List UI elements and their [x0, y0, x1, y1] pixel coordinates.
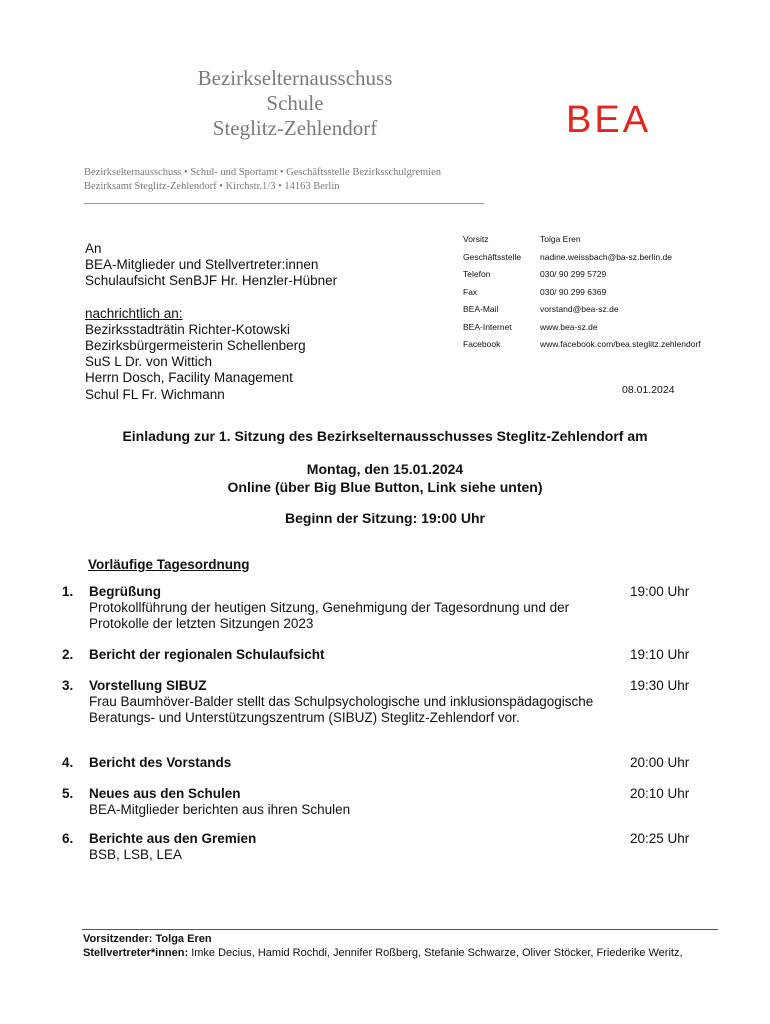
sender-divider	[84, 203, 484, 204]
org-title-line-3: Steglitz-Zehlendorf	[212, 116, 378, 140]
cc-line: Schul FL Fr. Wichmann	[85, 386, 225, 402]
agenda-item-detail: Frau Baumhöver-Balder stellt das Schulpsychologische und inklusionspädagogische Beratungs- und Unterstützungszentrum (SIBUZ) Steglitz-Zehlendorf vor.	[89, 694, 594, 725]
agenda-item-title: Begrüßung	[89, 584, 161, 599]
meeting-info	[0, 460, 770, 496]
recipient-line-3: Schulaufsicht SenBJF Hr. Henzler-Hübner	[85, 273, 338, 289]
contact-value: 030/ 90 299 6369	[540, 286, 607, 297]
contact-label: Facebook	[463, 339, 501, 349]
agenda-number: 5.	[62, 786, 74, 801]
agenda-time: 19:10 Uhr	[630, 647, 690, 662]
footer	[83, 932, 713, 960]
meeting-start: Beginn der Sitzung: 19:00 Uhr	[285, 510, 485, 526]
recipient-line-2: BEA-Mitglieder und Stellvertreter:innen	[85, 257, 319, 273]
agenda-time: 20:10 Uhr	[630, 786, 690, 801]
agenda-item-title: Vorstellung SIBUZ	[89, 678, 207, 693]
organization-title	[170, 66, 420, 141]
contact-label: Fax	[463, 286, 478, 297]
invitation-heading: Einladung zur 1. Sitzung des Bezirkselternausschusses Steglitz-Zehlendorf am	[122, 428, 648, 444]
letter-date: 08.01.2024	[622, 384, 675, 396]
contact-facebook-link[interactable]: www.facebook.com/bea.steglitz.zehlendorf	[540, 339, 701, 349]
agenda-time: 19:30 Uhr	[630, 678, 690, 693]
contact-label: BEA-Mail	[463, 304, 499, 314]
sender-address	[84, 166, 441, 194]
sender-line-1: Bezirkselternausschuss • Schul- und Sportamt • Geschäftsstelle Bezirksschulgremien	[84, 167, 441, 178]
contact-label: BEA-Internet	[463, 321, 512, 332]
agenda-time: 20:00 Uhr	[630, 755, 690, 770]
bea-logo: BEA	[566, 99, 652, 141]
contact-email-link[interactable]: nadine.weissbach@ba-sz.berlin.de	[540, 251, 672, 262]
org-title-line-1: Bezirkselternausschuss	[197, 66, 393, 90]
cc-line: Herrn Dosch, Facility Management	[85, 370, 293, 386]
agenda-item-detail: BSB, LSB, LEA	[89, 847, 183, 862]
cc-label: nachrichtlich an:	[85, 305, 183, 321]
agenda-item-title: Neues aus den Schulen	[89, 786, 241, 801]
contact-email-link[interactable]: vorstand@bea-sz.de	[540, 304, 619, 314]
contact-web-link[interactable]: www.bea-sz.de	[540, 321, 598, 332]
agenda-item-detail: BEA-Mitglieder berichten aus ihren Schulen	[89, 802, 351, 817]
recipient-block	[85, 241, 337, 403]
contact-value: 030/ 90 299 5729	[540, 269, 607, 279]
agenda-time: 20:25 Uhr	[630, 831, 690, 846]
agenda-item-title: Bericht der regionalen Schulaufsicht	[89, 647, 325, 662]
footer-deputies-label: Stellvertreter*innen:	[83, 947, 189, 959]
agenda-number: 4.	[62, 755, 74, 770]
agenda-number: 3.	[62, 678, 74, 693]
contact-label: Vorsitz	[463, 234, 489, 244]
agenda-item-detail: Protokollführung der heutigen Sitzung, Genehmigung der Tagesordnung und der Protokolle der letzten Sitzungen 2023	[89, 600, 570, 631]
footer-deputies: Imke Decius, Hamid Rochdi, Jennifer Roßberg, Stefanie Schwarze, Oliver Stöcker, Friederike Weritz,	[188, 947, 683, 959]
sender-line-2: Bezirksamt Steglitz-Zehlendorf • Kirchstr.1/3 • 14163 Berlin	[84, 181, 340, 192]
agenda-number: 2.	[62, 647, 74, 662]
recipient-line-1: An	[85, 241, 102, 256]
contact-label: Geschäftsstelle	[463, 251, 522, 262]
org-title-line-2: Schule	[266, 91, 324, 115]
agenda-number: 6.	[62, 831, 74, 846]
footer-divider	[82, 929, 718, 930]
agenda-item-title: Bericht des Vorstands	[89, 755, 232, 770]
agenda-time: 19:00 Uhr	[630, 584, 690, 599]
meeting-place: Online (über Big Blue Button, Link siehe unten)	[227, 479, 543, 495]
cc-line: Bezirksbürgermeisterin Schellenberg	[85, 338, 306, 354]
contact-label: Telefon	[463, 269, 491, 279]
cc-line: Bezirksstadträtin Richter-Kotowski	[85, 321, 290, 337]
agenda-number: 1.	[62, 584, 74, 599]
agenda-item-title: Berichte aus den Gremien	[89, 831, 257, 846]
meeting-date: Montag, den 15.01.2024	[306, 461, 464, 477]
footer-chair: Vorsitzender: Tolga Eren	[83, 933, 212, 945]
agenda-title: Vorläufige Tagesordnung	[88, 557, 250, 572]
contact-value: Tolga Eren	[540, 234, 581, 244]
cc-line: SuS L Dr. von Wittich	[85, 354, 213, 370]
